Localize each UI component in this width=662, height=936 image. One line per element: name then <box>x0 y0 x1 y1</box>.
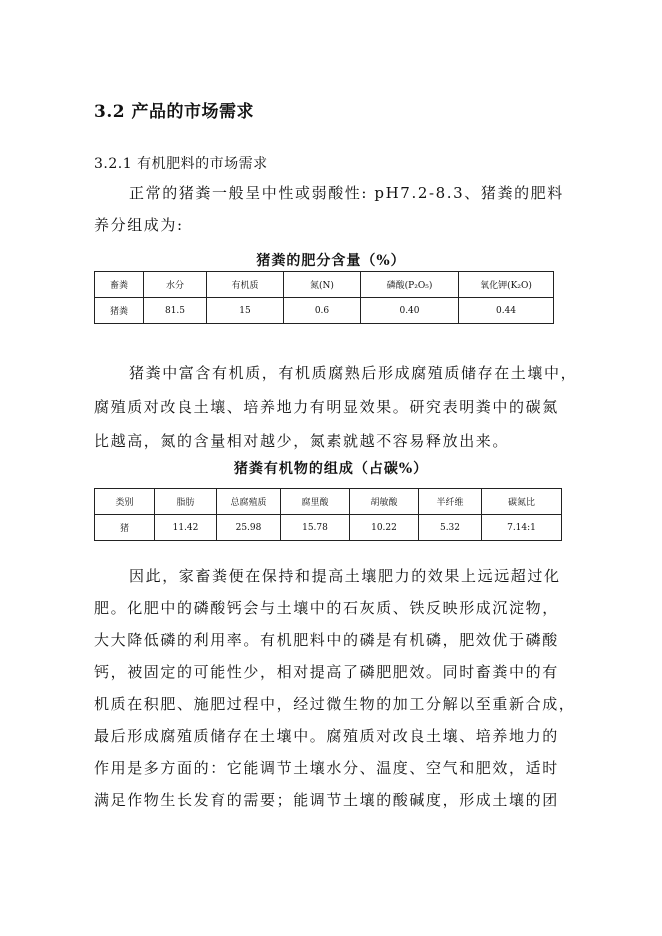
paragraph-line: 大大降低磷的利用率。有机肥料中的磷是有机磷，肥效优于磷酸 <box>94 631 559 649</box>
table-row <box>95 515 562 541</box>
table-header-row <box>95 272 554 298</box>
table-cell: 0.6 <box>284 298 361 324</box>
table-cell: 15 <box>207 298 284 324</box>
paragraph-line: 机质在积肥、施肥过程中，经过微生物的加工分解以至重新合成， <box>94 695 576 713</box>
table-header-cell: 类别 <box>95 489 155 515</box>
table-header-cell: 磷酸(P₂O₅) <box>361 272 459 298</box>
paragraph-line: 肥。化肥中的磷酸钙会与土壤中的石灰质、铁反映形成沉淀物， <box>94 599 559 617</box>
table-header-cell: 胡敏酸 <box>350 489 419 515</box>
table-cell: 10.22 <box>350 515 419 541</box>
paragraph-line: 作用是多方面的：它能调节土壤水分、温度、空气和肥效，适时 <box>94 759 559 777</box>
paragraph-line: 满足作物生长发育的需要；能调节土壤的酸碱度，形成土壤的团 <box>94 791 559 809</box>
table-cell: 0.40 <box>361 298 459 324</box>
paragraph-line: 比越高，氮的含量相对越少，氮素就越不容易释放出来。 <box>94 432 510 450</box>
paragraph-line: 养分组成为: <box>94 216 184 234</box>
table-caption: 猪粪有机物的组成（占碳%） <box>233 461 429 477</box>
table-header-cell: 有机质 <box>207 272 284 298</box>
table-header-cell: 水分 <box>144 272 207 298</box>
subsection-heading: 3.2.1 有机肥料的市场需求 <box>94 156 268 172</box>
table-cell: 25.98 <box>217 515 281 541</box>
table-header-cell: 畜粪 <box>95 272 144 298</box>
table-header-cell: 腐里酸 <box>281 489 350 515</box>
table-cell: 81.5 <box>144 298 207 324</box>
manure-nutrient-table <box>94 271 554 324</box>
table-caption: 猪粪的肥分含量（%） <box>256 253 406 269</box>
table-cell: 7.14:1 <box>482 515 562 541</box>
table-header-cell: 脂肪 <box>155 489 217 515</box>
table-header-cell: 半纤维 <box>419 489 482 515</box>
paragraph-line: 猪粪中富含有机质，有机质腐熟后形成腐殖质储存在土壤中， <box>129 364 578 382</box>
table-header-row <box>95 489 562 515</box>
section-heading: 3.2 产品的市场需求 <box>94 102 254 122</box>
paragraph-line: 钙，被固定的可能性少，相对提高了磷肥肥效。同时畜粪中的有 <box>94 663 559 681</box>
table-row <box>95 298 554 324</box>
table-cell: 15.78 <box>281 515 350 541</box>
table-header-cell: 碳氮比 <box>482 489 562 515</box>
table-header-cell: 总腐殖质 <box>217 489 281 515</box>
table-header-cell: 氮(N) <box>284 272 361 298</box>
table-cell: 5.32 <box>419 515 482 541</box>
paragraph-line: 腐殖质对改良土壤、培养地力有明显效果。研究表明粪中的碳氮 <box>94 398 559 416</box>
table-header-cell: 氧化钾(K₂O) <box>459 272 554 298</box>
organic-composition-table <box>94 488 562 541</box>
table-cell: 猪粪 <box>95 298 144 324</box>
table-cell: 猪 <box>95 515 155 541</box>
paragraph-line: 因此，家畜粪便在保持和提高土壤肥力的效果上远远超过化 <box>129 567 561 585</box>
paragraph-line: 正常的猪粪一般呈中性或弱酸性: pH7.2-8.3、猪粪的肥料 <box>129 184 564 202</box>
table-cell: 11.42 <box>155 515 217 541</box>
paragraph-line: 最后形成腐殖质储存在土壤中。腐殖质对改良土壤、培养地力的 <box>94 727 559 745</box>
table-cell: 0.44 <box>459 298 554 324</box>
